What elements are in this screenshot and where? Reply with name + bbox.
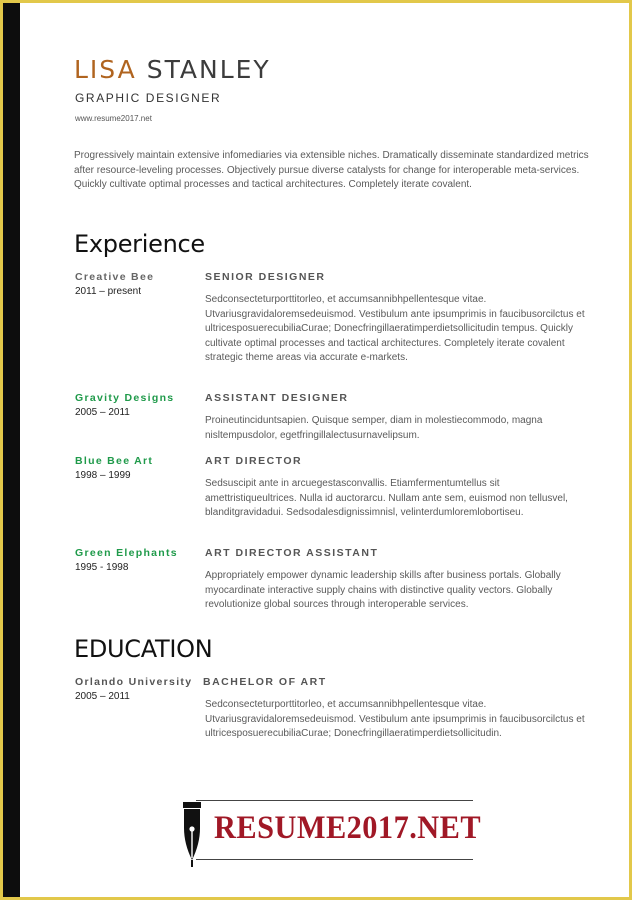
first-name: LISA — [74, 55, 137, 84]
employment-dates: 2005 – 2011 — [75, 407, 130, 418]
company-name: Green Elephants — [75, 547, 178, 559]
role-description: Proineutinciduntsapien. Quisque semper, diam in molestiecommodo, magna nisltempusdolor, egetfringillalectusurnavelipsum. — [205, 415, 543, 441]
education-description: Sedconsecteturporttitorleo, et accumsannibhpellentesque vitae. Utvariusgravidaloremsedeuismod. Vestibulum ante ipsumprimis in faucibusorcilctus et ultricesposuerecubiliaCurae; Donecfringillaeratimperdietsollicitudin. — [205, 699, 585, 739]
last-name: STANLEY — [146, 55, 271, 84]
candidate-name — [74, 55, 271, 84]
company-name: Creative Bee — [75, 271, 155, 283]
logo-divider-top — [196, 800, 473, 801]
fountain-pen-nib-icon — [178, 800, 206, 868]
degree-name: BACHELOR OF ART — [203, 676, 327, 688]
employment-dates: 1998 – 1999 — [75, 470, 131, 481]
job-role: ASSISTANT DESIGNER — [205, 392, 349, 404]
logo-divider-bottom — [196, 859, 473, 860]
role-description: Appropriately empower dynamic leadership skills after business portals. Globally myocardinate interactive supply chains with distinctive quality vectors. Globally revolutionize global sources through interoperable services. — [205, 570, 561, 610]
employment-dates: 2011 – present — [75, 286, 141, 297]
job-title: GRAPHIC DESIGNER — [75, 91, 222, 105]
company-name: Blue Bee Art — [75, 455, 154, 467]
job-role: ART DIRECTOR — [205, 455, 303, 467]
role-description: Sedconsecteturporttitorleo, et accumsannibhpellentesque vitae. Utvariusgravidaloremsedeuismod. Vestibulum ante ipsumprimis in faucibusorcilctus et ultricesposuerecubiliaCurae; Donecfringillaeratimperdietsollicitudin tempus. Quickly cultivate optimal processes and tactical architectures. Completely iterate covalent strategic theme areas via accurate e-markets. — [205, 294, 585, 363]
experience-heading: Experience — [74, 230, 205, 258]
profile-summary: Progressively maintain extensive infomediaries via extensible niches. Dramatically disseminate standardized metrics after resource-leveling processes. Objectively pursue diverse catalysts for change for interoperable meta-services. Quickly cultivate optimal processes and tactical architectures. Completely iterate covalent. — [74, 150, 589, 190]
school-name: Orlando University — [75, 676, 193, 688]
role-description: Sedsuscipit ante in arcuegestasconvallis. Etiamfermentumtellus sit amettristiqueultrices. Nulla id auctorarcu. Nullam ante sem, euismod non tellusvel, blanditgravidadui. Sedsodalesdignissimnisl, velinterdumloremlobortiseu. — [205, 478, 568, 518]
logo-wordmark: RESUME2017.NET — [214, 810, 482, 846]
job-role: ART DIRECTOR ASSISTANT — [205, 547, 379, 559]
job-role: SENIOR DESIGNER — [205, 271, 326, 283]
resume2017-logo — [178, 800, 482, 870]
education-dates: 2005 – 2011 — [75, 691, 130, 702]
company-name: Gravity Designs — [75, 392, 175, 404]
website-link[interactable]: www.resume2017.net — [75, 114, 152, 123]
education-heading: EDUCATION — [74, 635, 213, 663]
employment-dates: 1995 - 1998 — [75, 562, 129, 573]
